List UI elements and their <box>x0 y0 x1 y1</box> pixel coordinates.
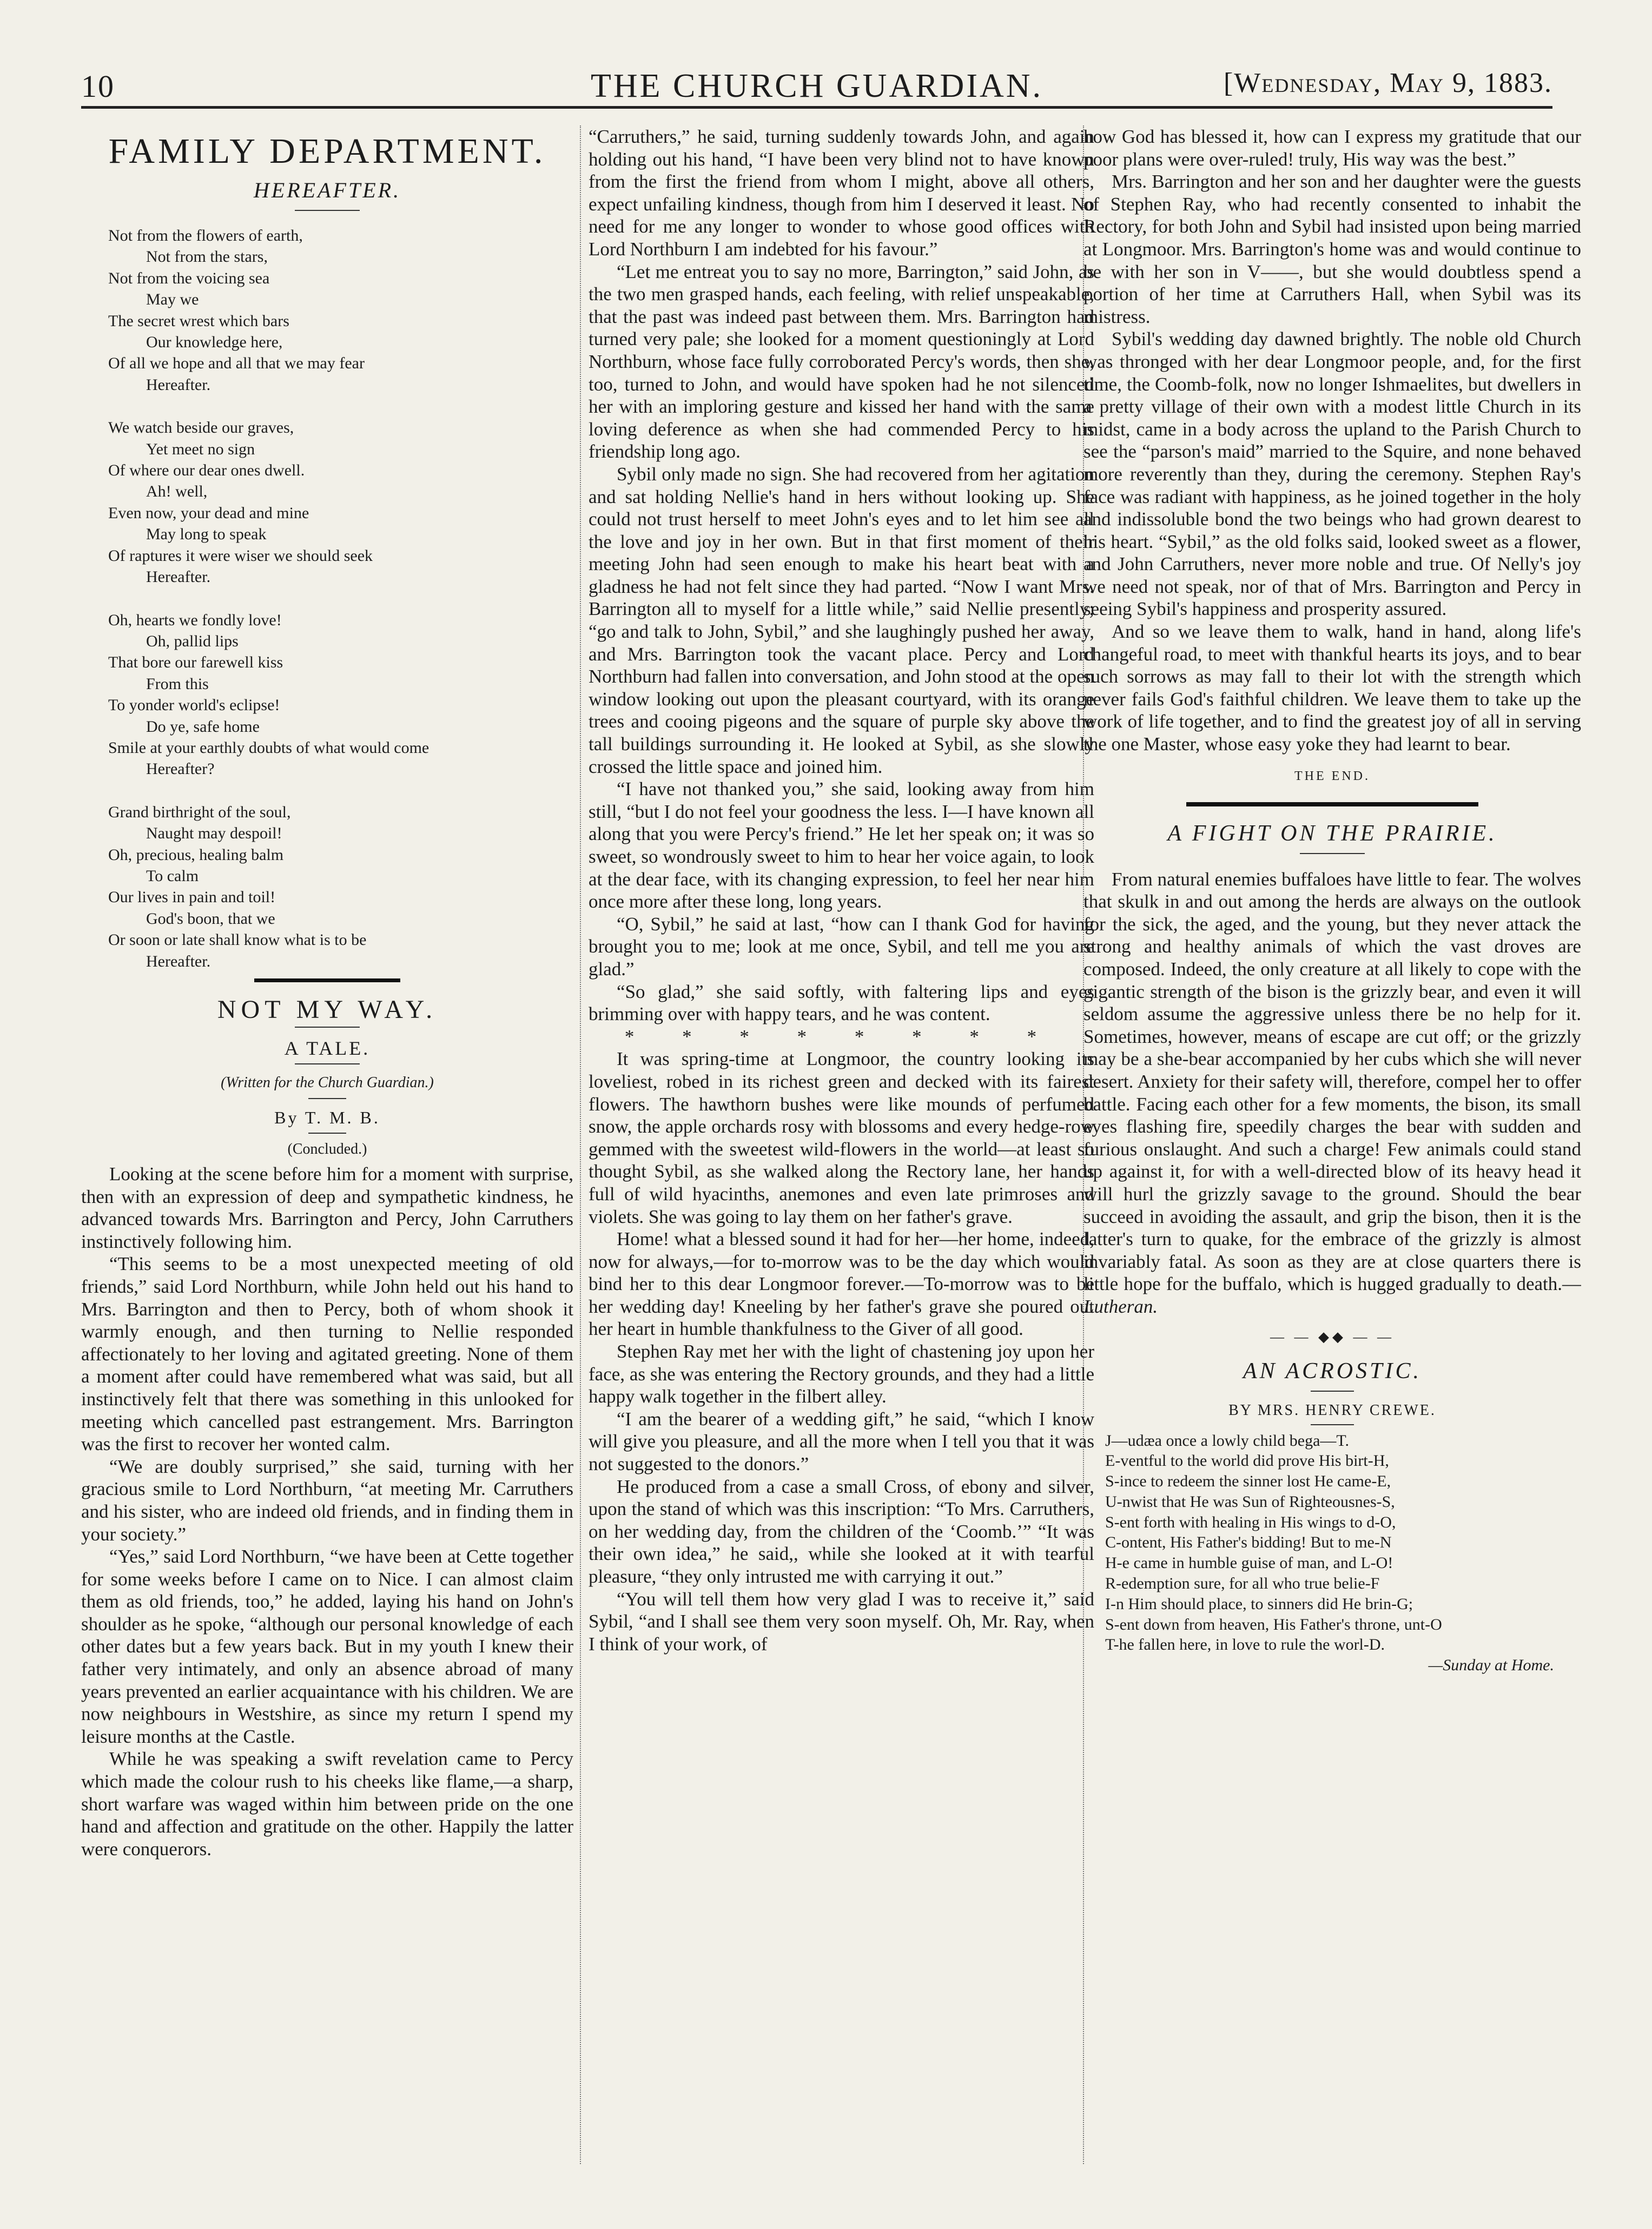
stanza-break <box>108 780 573 802</box>
acrostic-line: S-ince to redeem the sinner lost He came-E, <box>1105 1472 1391 1491</box>
poem-line: The secret wrest which bars <box>108 312 289 330</box>
paragraph: how God has blessed it, how can I express my gratitude that our poor plans were over-ruled! truly, His way was the best.” <box>1083 126 1581 170</box>
story-written-for: (Written for the Church Guardian.) <box>221 1074 434 1091</box>
ornamental-divider: — — ◆◆ — — <box>1270 1328 1395 1345</box>
column-3 <box>1083 125 1581 2148</box>
paragraph: Home! what a blessed sound it had for her—her home, indeed, now for always,—for to-morrow was to be the day which would bind her to this dear Longmoor forever.—To-morrow was to be her wedding day! Kneeling by her father's grave she poured out her heart in humble thankfulness to the Giver of all good. <box>589 1228 1094 1340</box>
stanza-break <box>108 395 573 417</box>
poem-line: Yet meet no sign <box>146 440 255 458</box>
poem-line: Of where our dear ones dwell. <box>108 461 305 480</box>
acrostic-byline: BY MRS. HENRY CREWE. <box>1228 1401 1436 1419</box>
issue-date: [Wednesday, May 9, 1883. <box>1223 68 1552 98</box>
poem-line: Of all we hope and all that we may fear <box>108 354 365 373</box>
poem-title: HEREAFTER. <box>253 178 401 202</box>
poem-line: Our knowledge here, <box>146 333 283 352</box>
column-1 <box>81 125 573 2148</box>
paragraph: While he was speaking a swift revelation came to Percy which made the colour rush to his cheeks like flame,—a sharp, short warfare was waged within him between pride on the one hand and affection and gratitude on the other. Happily the latter were conquerors. <box>81 1748 573 1860</box>
acrostic-line: R-edemption sure, for all who true belie-F <box>1105 1575 1380 1593</box>
acrostic-line: C-ontent, His Father's bidding! But to me-N <box>1105 1533 1392 1552</box>
acrostic-line: H-e came in humble guise of man, and L-O! <box>1105 1554 1393 1572</box>
poem-line: May long to speak <box>146 525 267 544</box>
title-rule <box>308 1098 346 1099</box>
poem-line: Even now, your dead and mine <box>108 504 309 522</box>
acrostic-line: J—udæa once a lowly child bega—T. <box>1105 1431 1349 1450</box>
poem-line: Ah! well, <box>146 482 208 501</box>
paragraph: “I have not thanked you,” she said, looking away from him still, “but I do not feel your goodness the less. I—I have known all along that you were Percy's friend.” He let her speak on; it was so sweet, so wondrously sweet to him to hear her voice again, to look at the dear face, with its changing expression, to feel her near him once more after these long, long years. <box>589 778 1094 912</box>
paragraph: Sybil only made no sign. She had recovered from her agitation and sat holding Nellie's hand in hers without looking up. She could not trust herself to meet John's eyes and to let him see all the love and joy in her own. But in that first moment of their meeting John had seen enough to make his heart beat with a gladness he had not felt since they had parted. “Now I want Mrs. Barrington all to myself for a little while,” said Nellie presently; “go and talk to John, Sybil,” and she laughingly pushed her away, and Mrs. Barrington took the vacant place. Percy and Lord Northburn had fallen into conversation, and John stood at the open window looking out upon the pleasant courtyard, with its orange trees and cooing pigeons and the square of purple sky above the tall buildings surrounding it. He looked at Sybil, as she slowly crossed the little space and joined him. <box>589 463 1094 777</box>
paragraph: “O, Sybil,” he said at last, “how can I thank God for having brought you to me; look at me once, Sybil, and tell me you are glad.” <box>589 913 1094 980</box>
paragraph: And so we leave them to walk, hand in hand, along life's changeful road, to meet with thankful hearts its joys, and to bear such sorrows as may fall to their lot with the strength which never fails God's faithful children. We leave them to take up the work of life together, and to find the greatest joy of all in serving the one Master, whose easy yoke they had learnt to bear. <box>1083 621 1581 755</box>
acrostic-line: T-he fallen here, in love to rule the worl-D. <box>1105 1636 1385 1654</box>
section-divider <box>254 978 400 982</box>
poem-line: Not from the voicing sea <box>108 269 270 287</box>
paragraph: “We are doubly surprised,” she said, turning with her gracious smile to Lord Northburn, “at meeting Mr. Carruthers and his sister, who are indeed old friends, and in finding them in your society.” <box>81 1456 573 1545</box>
poem-line: To yonder world's eclipse! <box>108 696 280 715</box>
paragraph: Looking at the scene before him for a moment with surprise, then with an expression of deep and sympathetic kindness, he advanced towards Mrs. Barrington and Percy, John Carruthers instinctively following him. <box>81 1163 573 1252</box>
story-text-part-1 <box>81 1163 573 1860</box>
poem-line: Hereafter. <box>146 375 211 394</box>
acrostic-title: AN ACROSTIC. <box>1243 1358 1422 1384</box>
title-rule <box>1300 853 1365 854</box>
title-rule <box>1311 1391 1354 1392</box>
poem-line: To calm <box>146 867 199 885</box>
poem-line: Hereafter? <box>146 760 215 778</box>
column-rule <box>580 125 581 2164</box>
paragraph: “Carruthers,” he said, turning suddenly towards John, and again holding out his hand, “I have been very blind not to have known from the first the friend from whom I might, above all others, expect unfailing kindness, though from him I deserved it least. No need for me any longer to wonder to whose good offices with Lord Northburn I am indebted for his favour.” <box>589 126 1094 260</box>
acrostic-line: U-nwist that He was Sun of Righteousnes-S, <box>1105 1492 1395 1511</box>
masthead <box>81 64 1552 109</box>
poem-line: Hereafter. <box>146 952 211 970</box>
poem-line: Naught may despoil! <box>146 824 282 843</box>
poem-line: Grand birthright of the soul, <box>108 803 291 821</box>
poem-line: Do ye, safe home <box>146 717 260 736</box>
paragraph: “This seems to be a most unexpected meeting of old friends,” said Lord Northburn, while John held out his hand to Mrs. Barrington and then to Percy, both of whom shook it warmly enough, and then turning to Nellie responded affectionately to her loving and agitated greeting. None of them a moment after could have remembered what was said, but all instinctively felt that there was something in this unlooked for meeting which cancelled past estrangement. Mrs. Barrington was the first to recover her wonted calm. <box>81 1253 573 1455</box>
title-rule <box>295 1027 360 1028</box>
poem-line: Hereafter. <box>146 568 211 586</box>
paragraph: Mrs. Barrington and her son and her daughter were the guests of Stephen Ray, who had recently consented to inhabit the Rectory, for both John and Sybil had insisted upon being married at Longmoor. Mrs. Barrington's home was and would continue to be with her son in V——, but she would doubtless spend a portion of her time at Carruthers Hall, when Sybil was its mistress. <box>1083 171 1581 327</box>
acrostic-line: S-ent forth with healing in His wings to d-O, <box>1105 1513 1396 1531</box>
poem-line: Of raptures it were wiser we should seek <box>108 546 373 565</box>
title-rule <box>1311 1424 1354 1425</box>
paragraph: “So glad,” she said softly, with faltering lips and eyes brimming over with happy tears, and he was content. <box>589 981 1094 1025</box>
paragraph: “Let me entreat you to say no more, Barrington,” said John, as the two men grasped hands, each feeling, with relief unspeakable, that the past was indeed past between them. Mrs. Barrington had turned very pale; she looked for a moment questioningly at Lord Northburn, whose face fully corroborated Percy's words, then she, too, turned to John, and would have spoken had he not silenced her with an imploring gesture and kissed her hand with the same loving deference as when she had commended Percy to his friendship long ago. <box>589 261 1094 462</box>
page-number: 10 <box>81 69 115 104</box>
prairie-text: From natural enemies buffaloes have little to fear. The wolves that skulk in and out among the herds are always on the outlook for the sick, the aged, and the young, but they never attack the strong and healthy animals of which the vast droves are composed. Indeed, the only creature at all likely to cope with the gigantic strength of the bison is the grizzly bear, and even it will seldom assume the aggressive unless there be no help for it. Sometimes, however, means of escape are cut off; or the grizzly may be a she-bear accompanied by her cubs which she will never desert. Anxiety for their safety will, therefore, compel her to offer battle. Facing each other for a few moments, the bison, its small eyes flashing fire, speedily charges the bear with sudden and furious onslaught. And such a charge! Few animals could stand up against it, for with a well-directed blow of its heavy head it will hurl the grizzly savage to the ground. Should the bear succeed in avoiding the assault, and grip the bison, then it is the latter's turn to quake, for the embrace of the grizzly is almost invariably fatal. As soon as they are at close quarters there is little hope for the buffalo, which is hugged gradually to death.—Lutheran. <box>1083 868 1581 1317</box>
poem-line: Smile at your earthly doubts of what would come <box>108 738 429 757</box>
poem-line: From this <box>146 674 209 693</box>
poem-line: Our lives in pain and toil! <box>108 888 276 907</box>
paragraph: Stephen Ray met her with the light of chastening joy upon her face, as she was entering the Rectory grounds, and they had a little happy walk together in the filbert alley. <box>589 1341 1094 1407</box>
story-the-end: THE END. <box>1294 769 1370 783</box>
story-concluded: (Concluded.) <box>287 1141 367 1158</box>
poem-line: That bore our farewell kiss <box>108 653 283 672</box>
prairie-title: A FIGHT ON THE PRAIRIE. <box>1167 821 1497 846</box>
story-title: NOT MY WAY. <box>217 995 438 1024</box>
story-text-part-2 <box>589 125 1094 1026</box>
poem-hereafter <box>108 225 573 972</box>
acrostic-line: I-n Him should place, to sinners did He brin-G; <box>1105 1595 1413 1613</box>
acrostic-source: —Sunday at Home. <box>1428 1656 1554 1675</box>
column-2 <box>589 125 1094 2148</box>
paragraph: “Yes,” said Lord Northburn, “we have been at Cette together for some weeks before I came on to Nice. I can almost claim them as old friends, too,” he added, laying his hand on John's shoulder as he spoke, “although our personal knowledge of each other dates but a few years back. But in my youth I knew their father very intimately, and only an absence abroad of many years prevented an earlier acquaintance with his children. We are now neighbours in Westshire, as since my return I spend my leisure months at the Castle. <box>81 1546 573 1747</box>
section-divider <box>1186 802 1478 806</box>
poem-line: Oh, precious, healing balm <box>108 845 284 864</box>
paragraph: It was spring-time at Longmoor, the country looking its loveliest, robed in its richest green and decked with its fairest flowers. The hawthorn bushes were like mounds of perfumed snow, the apple orchards rosy with blossoms and every hedge-row gemmed with the sweetest wild-flowers in the world—at least so thought Sybil, as she walked along the Rectory lane, her hands full of wild hyacinths, anemones and even late primroses and violets. She was going to lay them on her father's grave. <box>589 1048 1094 1227</box>
paragraph: “You will tell them how very glad I was to receive it,” said Sybil, “and I shall see them very soon myself. Oh, Mr. Ray, when I think of your work, of <box>589 1588 1094 1655</box>
poem-line: Not from the flowers of earth, <box>108 227 303 244</box>
story-byline: By T. M. B. <box>274 1108 380 1127</box>
story-text-part-4 <box>1083 125 1581 756</box>
newspaper-title: THE CHURCH GUARDIAN. <box>590 68 1043 104</box>
department-heading: FAMILY DEPARTMENT. <box>108 131 546 171</box>
stanza-break <box>108 588 573 610</box>
poem-line: Oh, hearts we fondly love! <box>108 611 282 629</box>
poem-line: Not from the stars, <box>146 248 268 266</box>
poem-line: Oh, pallid lips <box>146 632 239 650</box>
title-rule <box>295 210 360 211</box>
prairie-source: Lutheran. <box>1083 1295 1158 1317</box>
story-text-part-3 <box>589 1048 1094 1655</box>
acrostic-line: S-ent down from heaven, His Father's throne, unt-O <box>1105 1615 1442 1633</box>
title-rule <box>308 1133 346 1134</box>
acrostic-poem <box>1105 1431 1554 1676</box>
poem-line: We watch beside our graves, <box>108 419 294 437</box>
paragraph: “I am the bearer of a wedding gift,” he said, “which I know will give you pleasure, and all the more when I tell you that it was not suggested to the donors.” <box>589 1408 1094 1475</box>
poem-line: May we <box>146 290 199 309</box>
title-rule <box>295 1063 360 1064</box>
poem-line: God's boon, that we <box>146 909 275 928</box>
paragraph: Sybil's wedding day dawned brightly. The noble old Church was thronged with her dear Longmoor people, and, for the first time, the Coomb-folk, now no longer Ishmaelites, but dwellers in a pretty village of their own with a modest little Church in its midst, came in a body across the upland to the Parish Church to see the “parson's maid” married to the Squire, and none behaved more reverently than they, during the ceremony. Stephen Ray's face was radiant with happiness, as he joined together in the holy and indissoluble bond the two beings who had grown dearest to his heart. “Sybil,” as the old folks said, looked sweet as a flower, and John Carruthers, never more noble and true. Of Nelly's joy we need not speak, nor of that of Mrs. Barrington and Percy in seeing Sybil's happiness and prosperity assured. <box>1083 328 1581 620</box>
acrostic-line: E-ventful to the world did prove His birt-H, <box>1105 1452 1389 1470</box>
poem-line: Or soon or late shall know what is to be <box>108 931 367 949</box>
section-break-stars: * * * * * * * * <box>624 1026 1059 1047</box>
story-subtitle: A TALE. <box>284 1037 371 1059</box>
paragraph: He produced from a case a small Cross, of ebony and silver, upon the stand of which was this inscription: “To Mrs. Carruthers, on her wedding day, from the children of the ‘Coomb.’” “It was their own idea,” he said,, while she looked at it with tearful pleasure, “they only intrusted me with carrying it out.” <box>589 1476 1094 1587</box>
